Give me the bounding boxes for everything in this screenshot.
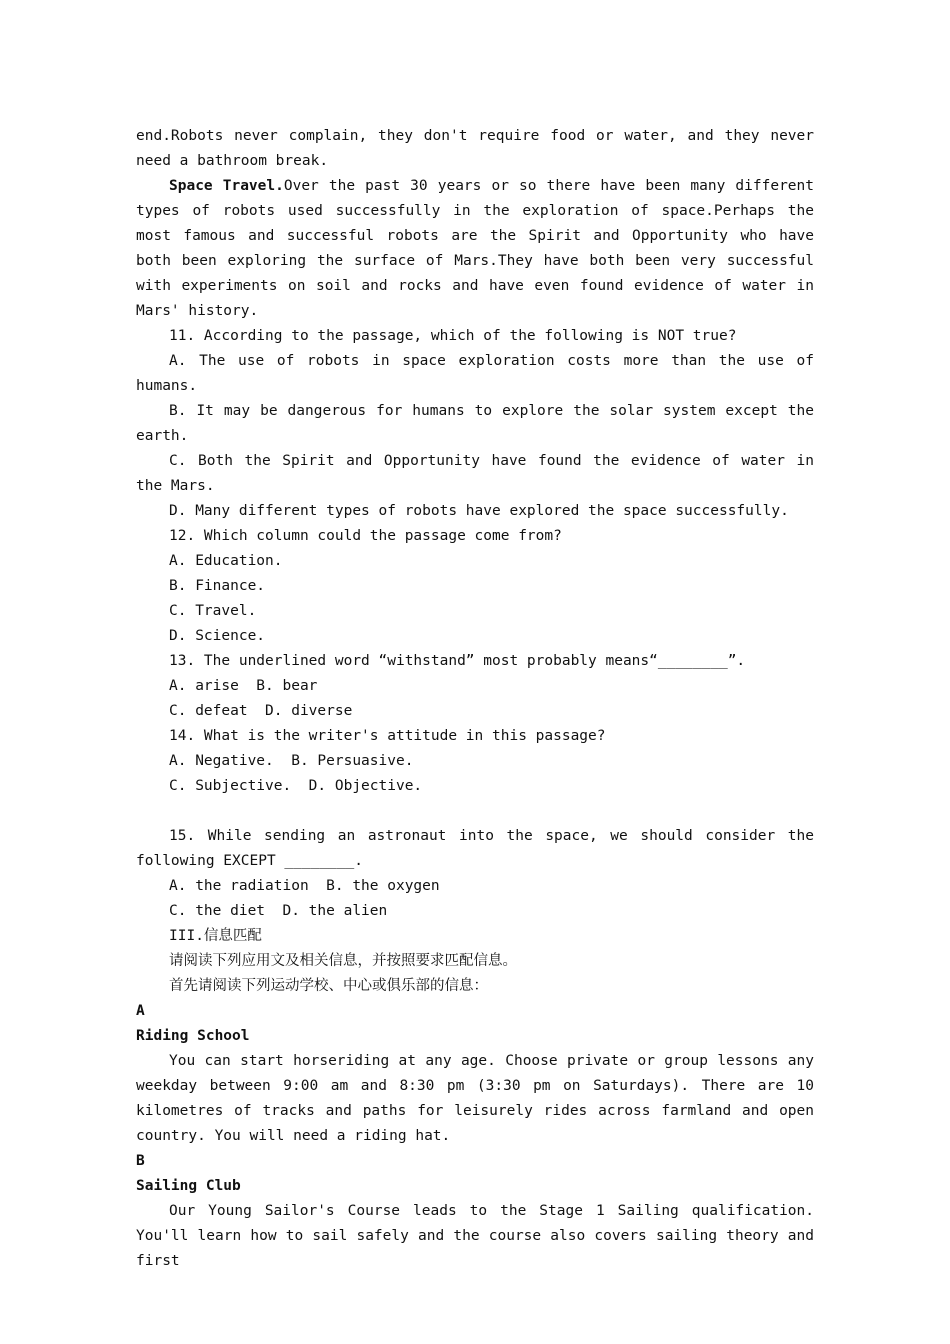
q11-stem: 11. According to the passage, which of the following is NOT true?: [169, 328, 737, 344]
space-travel-text: Over the past 30 years or so there have been many different types of robots used successfully in the exploration of space.Perhaps the most famous and successful robots are the Spirit and Opportunity who have both been exploring the surface of Mars.They have both been very successful with experiments on soil and rocks and have even found evidence of water in Mars' history.: [136, 178, 814, 319]
passage-end-paragraph: end.Robots never complain, they don't require food or water, and they never need a bathroom break.: [136, 128, 814, 169]
q15-stem: 15. While sending an astronaut into the space, we should consider the following EXCEPT ________.: [136, 828, 814, 869]
q12-option-d: D. Science.: [169, 628, 266, 644]
q14-options-cd: C. Subjective. D. Objective.: [169, 778, 423, 794]
document-page: [136, 124, 814, 1274]
q14-options-ab: A. Negative. B. Persuasive.: [169, 753, 414, 769]
item-b-letter: B: [136, 1153, 145, 1169]
spacer: [136, 799, 814, 824]
q13-options-cd: C. defeat D. diverse: [169, 703, 353, 719]
q12-option-a: A. Education.: [169, 553, 283, 569]
section3-title: III.信息匹配: [169, 928, 262, 944]
space-travel-paragraph: [136, 174, 814, 324]
q12-option-c: C. Travel.: [169, 603, 257, 619]
section3-instruction-2: 首先请阅读下列运动学校、中心或俱乐部的信息：: [169, 978, 488, 994]
q11-option-a: A. The use of robots in space exploration costs more than the use of humans.: [136, 353, 814, 394]
q15-options-cd: C. the diet D. the alien: [169, 903, 388, 919]
item-a-text: You can start horseriding at any age. Choose private or group lessons any weekday between 9:00 am and 8:30 pm (3:30 pm on Saturdays). There are 10 kilometres of tracks and paths for leisurely rides across farmland and open country. You will need a riding hat.: [136, 1053, 814, 1144]
q13-stem: 13. The underlined word “withstand” most probably means“________”.: [169, 653, 746, 669]
q14-stem: 14. What is the writer's attitude in this passage?: [169, 728, 606, 744]
section3-instruction-1: 请阅读下列应用文及相关信息，并按照要求匹配信息。: [169, 953, 517, 969]
q12-option-b: B. Finance.: [169, 578, 266, 594]
q12-stem: 12. Which column could the passage come from?: [169, 528, 562, 544]
item-b-title: Sailing Club: [136, 1178, 241, 1194]
item-a-letter: A: [136, 1003, 145, 1019]
q11-option-d: D. Many different types of robots have explored the space successfully.: [169, 503, 789, 519]
q11-option-b: B. It may be dangerous for humans to explore the solar system except the earth.: [136, 403, 814, 444]
q13-options-ab: A. arise B. bear: [169, 678, 318, 694]
q15-options-ab: A. the radiation B. the oxygen: [169, 878, 440, 894]
item-b-text: Our Young Sailor's Course leads to the Stage 1 Sailing qualification. You'll learn how to sail safely and the course also covers sailing theory and first: [136, 1203, 814, 1269]
q11-option-c: C. Both the Spirit and Opportunity have found the evidence of water in the Mars.: [136, 453, 814, 494]
item-a-title: Riding School: [136, 1028, 250, 1044]
space-travel-heading: Space Travel.: [169, 178, 284, 194]
